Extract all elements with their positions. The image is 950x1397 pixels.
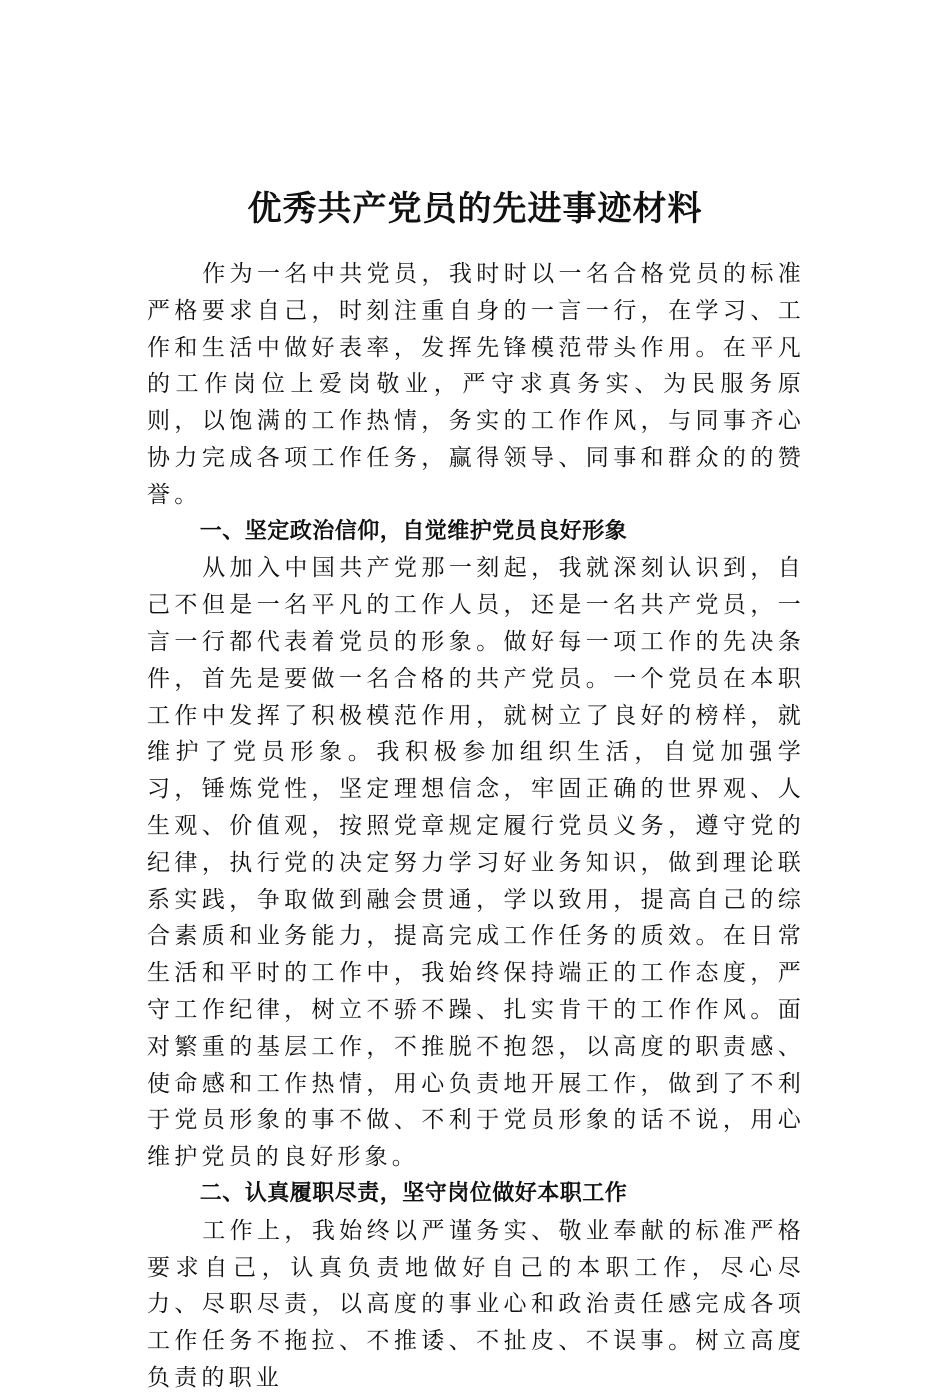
document-title: 优秀共产党员的先进事迹材料 (247, 188, 703, 229)
intro-paragraph: 作为一名中共党员，我时时以一名合格党员的标准严格要求自己，时刻注重自身的一言一行，在学习、工作和生活中做好表率，发挥先锋模范带头作用。在平凡的工作岗位上爱岗敬业，严守求真务实、为民服务原则，以饱满的工作热情，务实的工作作风，与同事齐心协力完成各项工作任务，赢得领导、同事和群众的的赞誉。 (147, 261, 805, 508)
section-1-paragraph: 从加入中国共产党那一刻起，我就深刻认识到，自己不但是一名平凡的工作人员，还是一名共产党员，一言一行都代表着党员的形象。做好每一项工作的先决条件，首先是要做一名合格的共产党员。一个党员在本职工作中发挥了积极模范作用，就树立了良好的榜样，就维护了党员形象。我积极参加组织生活，自觉加强学习，锤炼党性，坚定理想信念，牢固正确的世界观、人生观、价值观，按照党章规定履行党员义务，遵守党的纪律，执行党的决定努力学习好业务知识，做到理论联系实践，争取做到融会贯通，学以致用，提高自己的综合素质和业务能力，提高完成工作任务的质效。在日常生活和平时的工作中，我始终保持端正的工作态度，严守工作纪律，树立不骄不躁、扎实肯干的工作作风。面对繁重的基层工作，不推脱不抱怨，以高度的职责感、使命感和工作热情，用心负责地开展工作，做到了不利于党员形象的事不做、不利于党员形象的话不说，用心维护党员的良好形象。 (147, 555, 805, 1171)
section-1-heading: 一、坚定政治信仰，自觉维护党员良好形象 (199, 518, 628, 544)
section-2-paragraph: 工作上，我始终以严谨务实、敬业奉献的标准严格要求自己，认真负责地做好自己的本职工作，尽心尽力、尽职尽责，以高度的事业心和政治责任感完成各项工作任务不拖拉、不推诿、不扯皮、不误事。树立高度负责的职业 (147, 1217, 805, 1391)
section-2-heading: 二、认真履职尽责，坚守岗位做好本职工作 (199, 1180, 628, 1206)
document-body (147, 256, 805, 1397)
